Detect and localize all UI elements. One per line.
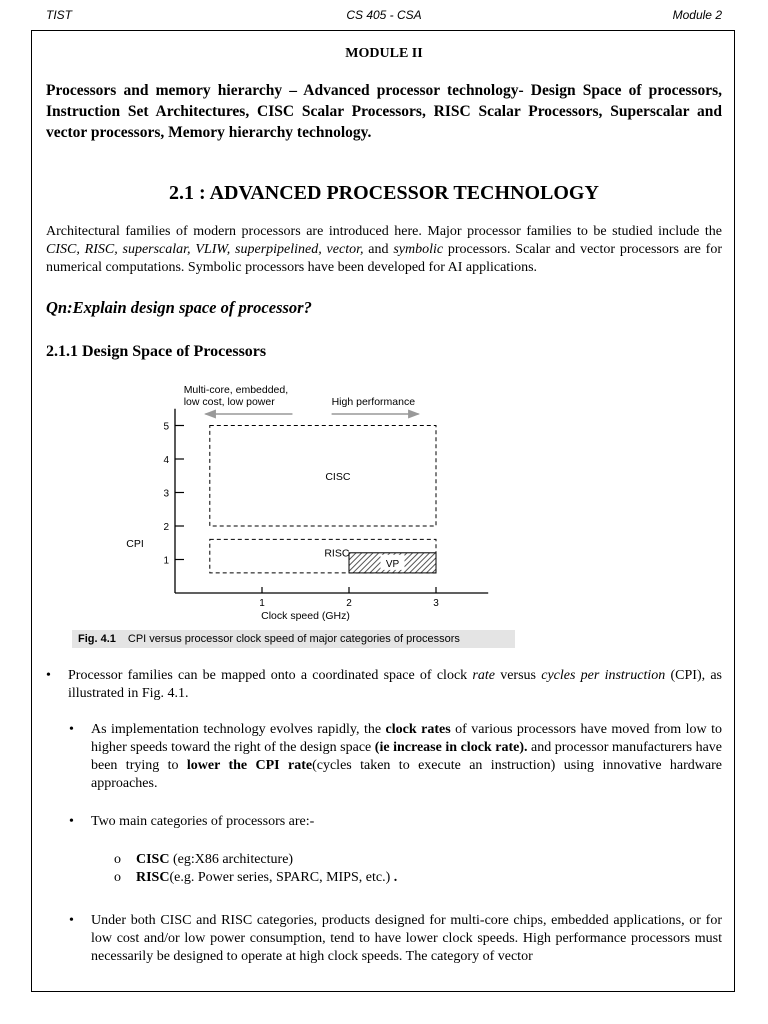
header-right: Module 2 — [672, 8, 722, 22]
header-left: TIST — [46, 8, 72, 22]
sub-bullet-marker: o — [114, 852, 121, 867]
intro-paragraph: Architectural families of modern processors are introduced here. Major processor families to be studied include the CISC, RISC, superscalar, VLIW, superpipelined, vector, and symbolic processors. Scalar and vector processors are for numerical computations. Symbolic processors have been developed for AI applications. — [46, 224, 722, 275]
annotation-right: High performance — [331, 396, 416, 408]
figure-caption — [72, 630, 515, 648]
x-tick-label: 1 — [259, 598, 265, 609]
region-cisc — [210, 426, 436, 527]
x-tick-label: 3 — [433, 598, 439, 609]
x-axis-label: Clock speed (GHz) — [261, 610, 350, 622]
section-heading: 2.1 : ADVANCED PROCESSOR TECHNOLOGY — [169, 182, 599, 204]
bullet-item: • As implementation technology evolves rapidly, the clock rates of various processors have moved from low to higher speeds toward the right of the design space (ie increase in clock rate). and processor manufacturers have been trying to lower the CPI rate(cycles taken to execute an instruction) using innovative hardware approaches. — [69, 722, 723, 791]
bullet-marker: • — [69, 814, 74, 829]
bullet-item: • Two main categories of processors are:- — [69, 814, 315, 829]
sub-bullet-marker: o — [114, 870, 121, 885]
y-tick-label: 4 — [163, 455, 169, 466]
design-space-figure — [70, 380, 530, 655]
bullet-item: • Under both CISC and RISC categories, products designed for multi-core chips, embedded applications, or for low cost and/or low power consumption, tend to have lower clock speeds. High performance processors must necessarily be designed to operate at high clock speeds. The category of vector — [69, 913, 722, 964]
module-title: MODULE II — [345, 46, 423, 61]
y-tick-label: 1 — [163, 555, 169, 567]
sub-list-item: o RISC(e.g. Power series, SPARC, MIPS, etc.) . — [114, 870, 398, 885]
subsection-heading: 2.1.1 Design Space of Processors — [46, 343, 267, 360]
region-label-vp: VP — [385, 558, 400, 570]
bullet-marker: • — [46, 668, 51, 683]
figure-caption-text: CPI versus processor clock speed of major categories of processors — [127, 633, 460, 645]
x-tick-label: 2 — [346, 598, 352, 609]
module-topics: Processors and memory hierarchy – Advanced processor technology- Design Space of processors, Instruction Set Architectures, CISC Scalar Processors, RISC Scalar Processors, Superscalar and vector processors, Memory hierarchy technology. — [46, 82, 722, 141]
bullet-marker: • — [69, 722, 74, 737]
header-center: CS 405 - CSA — [346, 8, 422, 22]
design-space-chart — [70, 380, 530, 630]
region-label-cisc: CISC — [325, 470, 351, 483]
bullet-marker: • — [69, 913, 74, 928]
y-axis-label: CPI — [126, 537, 144, 550]
region-label-risc: RISC — [324, 547, 350, 560]
y-tick-label: 2 — [163, 522, 169, 533]
page-header — [46, 6, 722, 26]
y-tick-label: 3 — [163, 488, 169, 500]
annotation-left-line2: low cost, low power — [183, 396, 275, 408]
question: Qn:Explain design space of processor? — [46, 298, 312, 317]
annotation-left-line1: Multi-core, embedded, — [183, 384, 289, 396]
bullet-item: • Processor families can be mapped onto a coordinated space of clock rate versus cycles per instruction (CPI), as illustrated in Fig. 4.1. — [46, 668, 723, 701]
sub-list-item: o CISC (eg:X86 architecture) — [114, 852, 294, 867]
y-tick-label: 5 — [163, 421, 169, 433]
figure-number: Fig. 4.1 — [78, 633, 116, 645]
